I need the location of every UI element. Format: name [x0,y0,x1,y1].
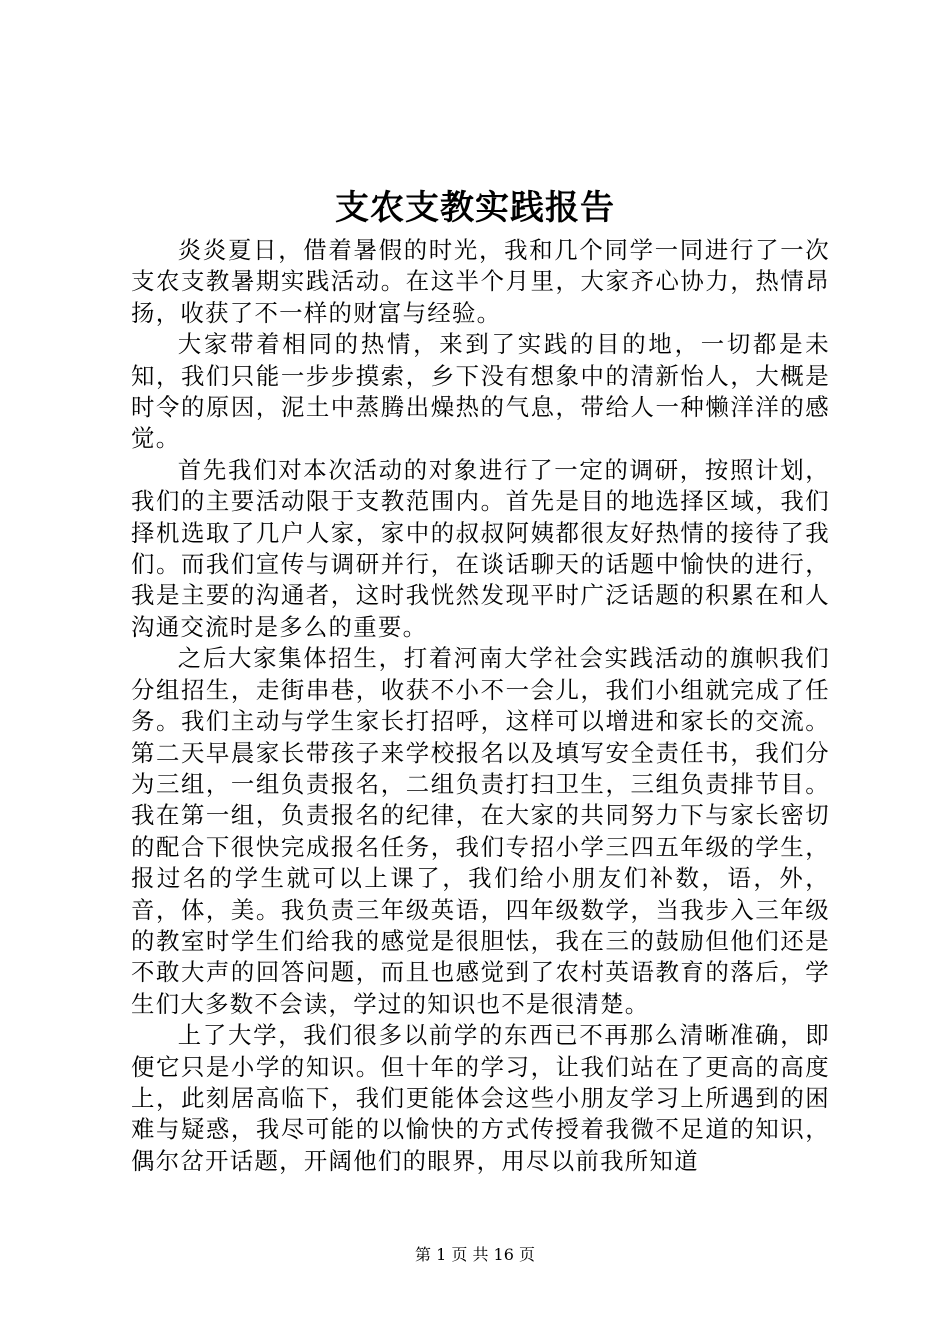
paragraph: 大家带着相同的热情，来到了实践的目的地，一切都是未知，我们只能一步步摸索，乡下没有想象中的清新怡人，大概是时令的原因，泥土中蒸腾出燥热的气息，带给人一种懒洋洋的感觉。 [131,330,830,453]
document-body [131,235,830,1185]
page-number-footer: 第 1 页 共 16 页 [415,1245,535,1264]
document-title: 支农支教实践报告 [335,188,615,228]
paragraph: 首先我们对本次活动的对象进行了一定的调研，按照计划，我们的主要活动限于支教范围内。首先是目的地选择区域，我们择机选取了几户人家，家中的叔叔阿姨都很友好热情的接待了我们。而我们宣传与调研并行，在谈话聊天的话题中愉快的进行，我是主要的沟通者，这时我恍然发现平时广泛话题的积累在和人沟通交流时是多么的重要。 [131,455,830,641]
paragraph: 之后大家集体招生，打着河南大学社会实践活动的旗帜我们分组招生，走街串巷，收获不小不一会儿，我们小组就完成了任务。我们主动与学生家长打招呼，这样可以增进和家长的交流。第二天早晨家长带孩子来学校报名以及填写安全责任书，我们分为三组，一组负责报名，二组负责打扫卫生，三组负责排节目。我在第一组，负责报名的纪律，在大家的共同努力下与家长密切的配合下很快完成报名任务，我们专招小学三四五年级的学生，报过名的学生就可以上课了，我们给小朋友们补数，语，外，音，体，美。我负责三年级英语，四年级数学，当我步入三年级的教室时学生们给我的感觉是很胆怯，我在三的鼓励但他们还是不敢大声的回答问题，而且也感觉到了农村英语教育的落后，学生们大多数不会读，学过的知识也不是很清楚。 [131,644,830,1018]
paragraph: 上了大学，我们很多以前学的东西已不再那么清晰准确，即便它只是小学的知识。但十年的学习，让我们站在了更高的高度上，此刻居高临下，我们更能体会这些小朋友学习上所遇到的困难与疑惑，我尽可能的以愉快的方式传授着我微不足道的知识，偶尔岔开话题，开阔他们的眼界，用尽以前我所知道 [131,1021,830,1175]
paragraph: 炎炎夏日，借着暑假的时光，我和几个同学一同进行了一次支农支教暑期实践活动。在这半个月里，大家齐心协力，热情昂扬，收获了不一样的财富与经验。 [131,236,830,327]
